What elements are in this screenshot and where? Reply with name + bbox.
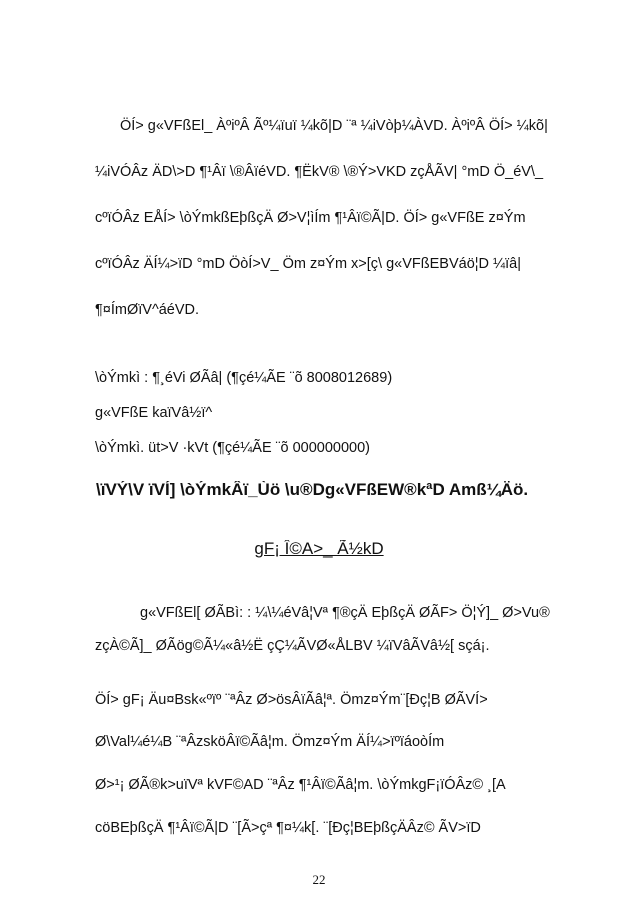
contact-line-3: \òÝmkì. üt>V ·kVt (¶çé¼ÃE ¨õ 000000000)	[95, 440, 370, 456]
paragraph-1-line-1: ÖÍ> g«VFßEl_ ÀºiºÂ Ãº¼ïuï ¼kõ|D ¨ª ¼iVòþ¼ÀVD. ÀºiºÂ ÖÍ> ¼kõ|	[120, 118, 548, 134]
contact-line-1: \òÝmkì : ¶¸éVi ØÃâ| (¶çé¼ÃE ¨õ 8008012689)	[95, 370, 393, 386]
paragraph-2-line-2: zçÀ©Ã]_ ØÃög©Ã¼«â½Ë çÇ¼ÃVØ«ÅLBV ¼ïVâÃVâ½[ sçá¡.	[95, 638, 490, 654]
paragraph-3-line-3: Ø>¹¡ ØÃ®k>uïVª kVF©AD ¨ªÂz ¶¹Âï©Ãâ¦m. \òÝmkgF¡ïÓÂz© ¸[A	[95, 777, 506, 793]
paragraph-1-line-3: cºïÓÂz EÅÍ> \òÝmkßEþßçÄ Ø>V¦ìÍm ¶¹Âï©Ã|D. ÖÍ> g«VFßE z¤Ým	[95, 210, 526, 226]
sub-heading: gF¡ Î©A>_ Ã½kD	[254, 540, 384, 558]
paragraph-3-line-4: cöBEþßçÄ ¶¹Âï©Ã|D ¨[Ã>çª ¶¤¼k[. ¨[Ðç¦BEþßçÄÂz© ÃV>ïD	[95, 820, 481, 836]
paragraph-1-line-4: cºïÓÂz ÄÍ¼>ïD °mD ÖòÍ>V_ Öm z¤Ým x>[ç\ g«VFßEBVáö¦D ¼ïâ|	[95, 256, 521, 272]
paragraph-1-line-2: ¼iVÓÂz ÄD\>D ¶¹Âï \®ÂïéVD. ¶ËkV® \®Ý>VKD zçÅÃV| °mD Ö_éV\_	[95, 164, 544, 180]
paragraph-1-line-5: ¶¤ÍmØïV^áéVD.	[95, 302, 200, 318]
paragraph-3-line-1: ÖÍ> gF¡ Äu¤Bsk«ºïº ¨ªÂz Ø>ösÂïÃâ¦ª. Ömz¤Ým¨[Ðç¦B ØÃVÍ>	[95, 692, 488, 708]
paragraph-2-line-1: g«VFßEl[ ØÃBì: : ¼\¼éVâ¦Vª ¶®çÄ EþßçÄ ØÃF> Ö¦Ý]_ Ø>Vu®	[140, 605, 550, 621]
section-heading: \ïVÝ\V ïVÍ] \òÝmkÂï_Ùö \u®Dg«VFßEW®kªD Amß¼Äö.	[96, 481, 529, 499]
contact-line-2: g«VFßE kaïVâ½ï^	[95, 405, 213, 421]
paragraph-3-line-2: Ø\Val¼é¼B ¨ªÂzsköÂï©Ãâ¦m. Ömz¤Ým ÄÍ¼>ïºïáoòÍm	[95, 734, 445, 750]
page-number: 22	[312, 872, 326, 887]
